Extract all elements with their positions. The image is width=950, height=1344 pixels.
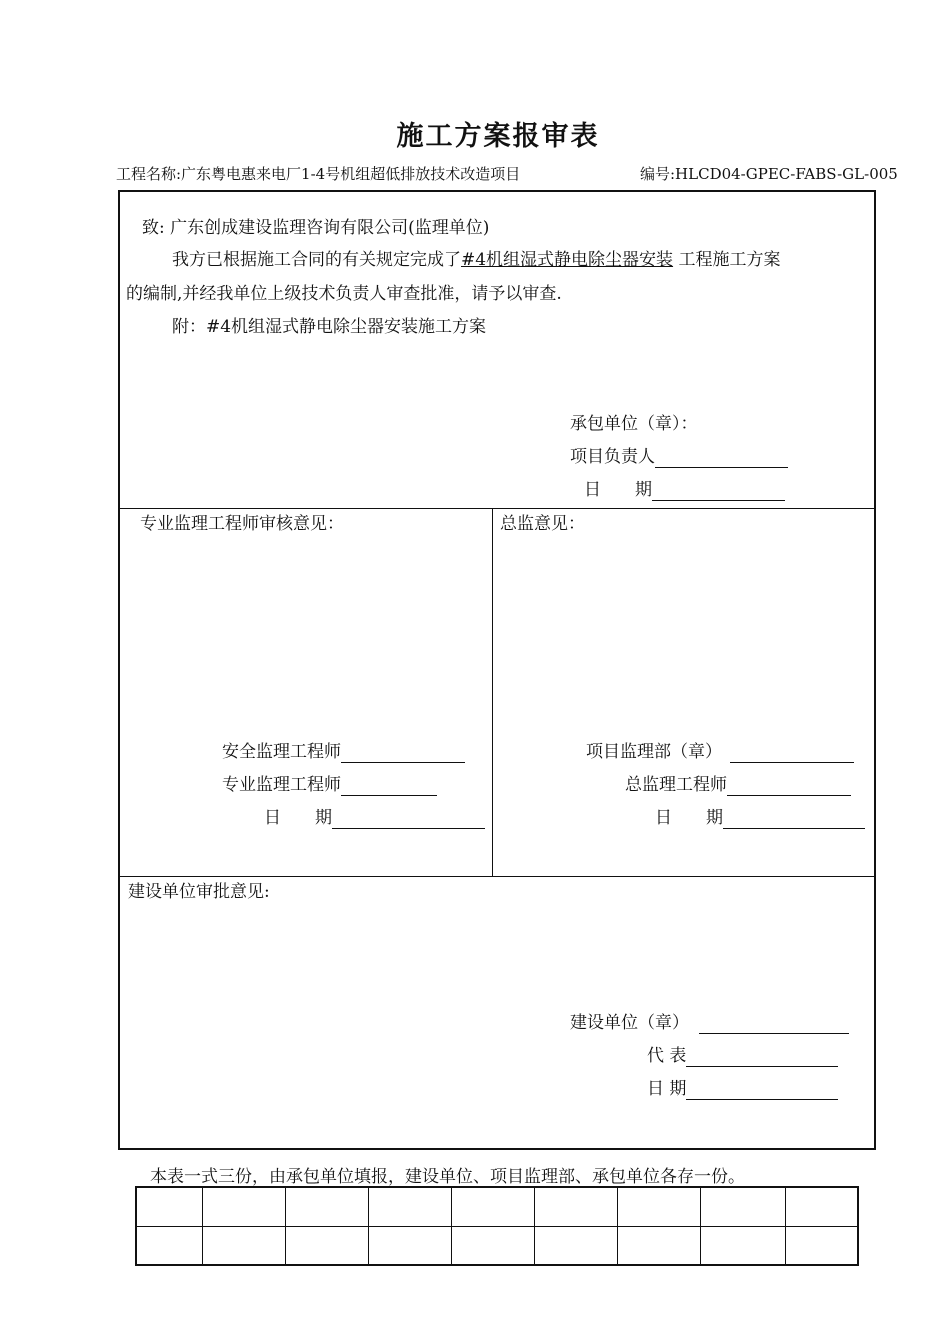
table-row xyxy=(136,1226,858,1265)
divider-1 xyxy=(120,508,874,509)
chief-date-field: 日 期 xyxy=(655,807,865,829)
owner-date-field: 日 期 xyxy=(647,1078,838,1100)
safety-engineer-signature-line xyxy=(341,744,465,763)
specialty-engineer-field: 专业监理工程师 xyxy=(222,774,437,796)
serial-number: 编号:HLCD04-GPEC-FABS-GL-005 xyxy=(640,165,898,183)
table-cell xyxy=(286,1187,369,1226)
project-title: #4机组湿式静电除尘器安装 xyxy=(461,250,674,270)
table-cell xyxy=(203,1187,286,1226)
section2-divider xyxy=(492,508,493,876)
table-cell xyxy=(369,1226,452,1265)
table-cell xyxy=(452,1187,535,1226)
submission-statement-line2: 的编制,并经我单位上级技术负责人审查批准，请予以审查. xyxy=(126,284,562,304)
table-cell xyxy=(535,1226,618,1265)
table-cell xyxy=(286,1226,369,1265)
owner-seal-line xyxy=(699,1015,849,1034)
table-cell xyxy=(701,1187,786,1226)
contractor-date-line xyxy=(652,482,785,501)
attachment-note: 附：#4机组湿式静电除尘器安装施工方案 xyxy=(172,317,487,337)
owner-representative-field: 代 表 xyxy=(647,1045,838,1067)
project-manager-signature-line xyxy=(655,449,788,468)
owner-approval-heading: 建设单位审批意见: xyxy=(128,882,270,902)
table-cell xyxy=(452,1226,535,1265)
submission-statement: 我方已根据施工合同的有关规定完成了#4机组湿式静电除尘器安装 工程施工方案 xyxy=(172,250,781,270)
owner-representative-signature-line xyxy=(686,1048,838,1067)
table-cell xyxy=(786,1187,859,1226)
supervision-dept-seal-line xyxy=(730,744,854,763)
chief-date-line xyxy=(723,810,865,829)
owner-seal-field: 建设单位（章） xyxy=(570,1012,849,1034)
blank-grid-table xyxy=(135,1186,859,1266)
table-cell xyxy=(203,1226,286,1265)
project-manager-field: 项目负责人 xyxy=(570,446,788,468)
specialty-engineer-signature-line xyxy=(341,777,437,796)
contractor-seal-label: 承包单位（章）： xyxy=(570,414,698,434)
table-cell xyxy=(701,1226,786,1265)
form-title: 施工方案报审表 xyxy=(396,121,600,152)
table-cell xyxy=(369,1187,452,1226)
divider-2 xyxy=(120,876,874,877)
table-cell xyxy=(618,1187,701,1226)
specialty-review-heading: 专业监理工程师审核意见： xyxy=(140,514,344,534)
table-cell xyxy=(535,1187,618,1226)
addressee: 致: 广东创成建设监理咨询有限公司(监理单位) xyxy=(142,218,490,238)
table-cell xyxy=(136,1226,203,1265)
review-form-table xyxy=(118,190,876,1150)
table-cell xyxy=(136,1187,203,1226)
table-cell xyxy=(786,1226,859,1265)
specialty-date-field: 日 期 xyxy=(264,807,485,829)
specialty-date-line xyxy=(332,810,485,829)
chief-engineer-field: 总监理工程师 xyxy=(625,774,851,796)
table-row xyxy=(136,1187,858,1226)
chief-opinion-heading: 总监意见： xyxy=(500,514,585,534)
project-name: 工程名称:广东粤电惠来电厂1-4号机组超低排放技术改造项目 xyxy=(116,165,521,183)
distribution-note: 本表一式三份，由承包单位填报，建设单位、项目监理部、承包单位各存一份。 xyxy=(150,1167,745,1187)
contractor-date-field: 日 期 xyxy=(584,479,785,501)
owner-date-line xyxy=(686,1081,838,1100)
supervision-dept-field: 项目监理部（章） xyxy=(586,741,854,763)
chief-engineer-signature-line xyxy=(727,777,851,796)
safety-engineer-field: 安全监理工程师 xyxy=(222,741,465,763)
table-cell xyxy=(618,1226,701,1265)
